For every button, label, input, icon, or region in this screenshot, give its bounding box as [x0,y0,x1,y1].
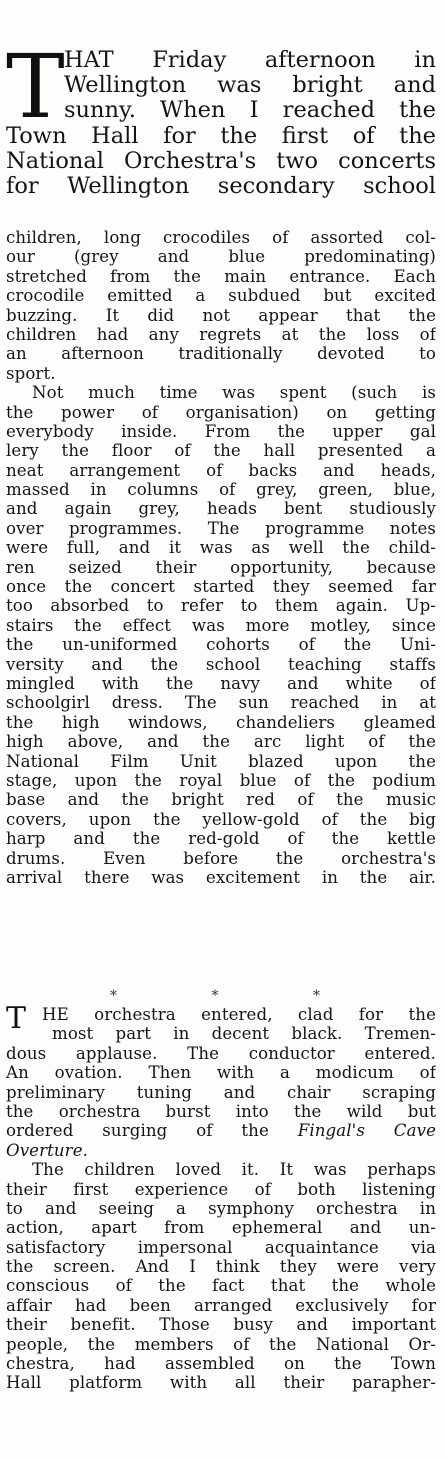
text-line: people, the members of the National Or- [6,1334,436,1354]
text-line: too absorbed to refer to them again. Up- [6,596,436,616]
section-initial: T [6,1001,27,1036]
text-line: crocodile emitted a subdued but excited [6,286,436,306]
text-line: stretched from the main entrance. Each [6,266,436,286]
text-line: most part in decent black. Tremen- [52,1024,436,1044]
text-line: children had any regrets at the loss of [6,324,436,344]
text-line: schoolgirl dress. The sun reached in at [6,693,436,713]
text-line: An ovation. Then with a modicum of [6,1063,436,1083]
drop-cap: T [6,35,65,138]
second-section [6,1001,436,1393]
text-line: the high windows, chandeliers gleamed [6,712,436,732]
opening-line: Wellington was bright and [64,73,436,99]
text-line: Not much time was spent (such is [32,383,436,403]
work-title: Fingal's Cave [297,1121,436,1141]
text-line: and again grey, heads bent studiously [6,499,436,519]
text-line: buzzing. It did not appear that the [6,305,436,325]
text-run: ordered surging of the [6,1121,269,1141]
text-line: Hall platform with all their parapher- [6,1373,436,1393]
text-line: neat arrangement of backs and heads, [6,460,436,480]
text-line [6,1141,436,1160]
text-line: stage, upon the royal blue of the podium [6,770,436,790]
text-line: conscious of the fact that the whole [6,1276,436,1296]
text-line: mingled with the navy and white of [6,673,436,693]
text-line: versity and the school teaching staffs [6,654,436,674]
separator-star: * [313,988,320,1004]
text-line: their benefit. Those busy and important [6,1315,436,1335]
opening-line: National Orchestra's two concerts [6,148,436,174]
text-line: dous applause. The conductor entered. [6,1043,436,1063]
text-line: lery the floor of the hall presented a [6,441,436,461]
text-line: satisfactory impersonal acquaintance via [6,1237,436,1257]
body-text [6,228,436,887]
text-line: preliminary tuning and chair scraping [6,1082,436,1102]
text-line: the un-uniformed cohorts of the Uni- [6,635,436,655]
text-line: stairs the effect was more motley, since [6,615,436,635]
opening-line: for Wellington secondary school [6,173,436,199]
text-line: HE orchestra entered, clad for the [42,1005,436,1024]
text-line: National Film Unit blazed upon the [6,751,436,771]
text-line: arrival there was excitement in the air. [6,867,436,887]
text-line: the screen. And I think they were very [6,1257,436,1277]
text-line: to and seeing a symphony orchestra in [6,1198,436,1218]
text-line: affair had been arranged exclusively for [6,1295,436,1315]
text-line: everybody inside. From the upper gal [6,421,436,441]
text-line: were full, and it was as well the child- [6,538,436,558]
opening-line: HAT Friday afternoon in [64,48,436,73]
opening-line: sunny. When I reached the [64,98,436,124]
section-separator [110,988,320,1004]
work-title: Overture. [6,1140,89,1160]
text-line: base and the bright red of the music [6,790,436,810]
text-line: massed in columns of grey, green, blue, [6,480,436,500]
separator-star: * [110,988,117,1004]
text-line: once the concert started they seemed far [6,577,436,597]
text-line: ren seized their opportunity, because [6,557,436,577]
separator-star: * [211,988,219,1004]
text-line: action, apart from ephemeral and un- [6,1218,436,1238]
text-line: the power of organisation) on getting [6,402,436,422]
text-line: harp and the red-gold of the kettle [6,829,436,849]
text-line: sport. [6,363,56,383]
text-line: high above, and the arc light of the [6,732,436,752]
text-line: The children loved it. It was perhaps [32,1160,436,1180]
opening-line: Town Hall for the first of the [6,123,436,149]
text-line: over programmes. The programme notes [6,518,436,538]
text-line: their first experience of both listening [6,1179,436,1199]
text-line: our (grey and blue predominating) [6,247,436,267]
text-line: chestra, had assembled on the Town [6,1354,436,1374]
text-line: drums. Even before the orchestra's [6,848,436,868]
opening-paragraph [6,35,436,199]
text-line: an afternoon traditionally devoted to [6,344,436,364]
text-line: children, long crocodiles of assorted col- [6,228,436,247]
text-line: the orchestra burst into the wild but [6,1101,436,1121]
text-line: covers, upon the yellow-gold of the big [6,809,436,829]
text-line [6,1121,436,1140]
